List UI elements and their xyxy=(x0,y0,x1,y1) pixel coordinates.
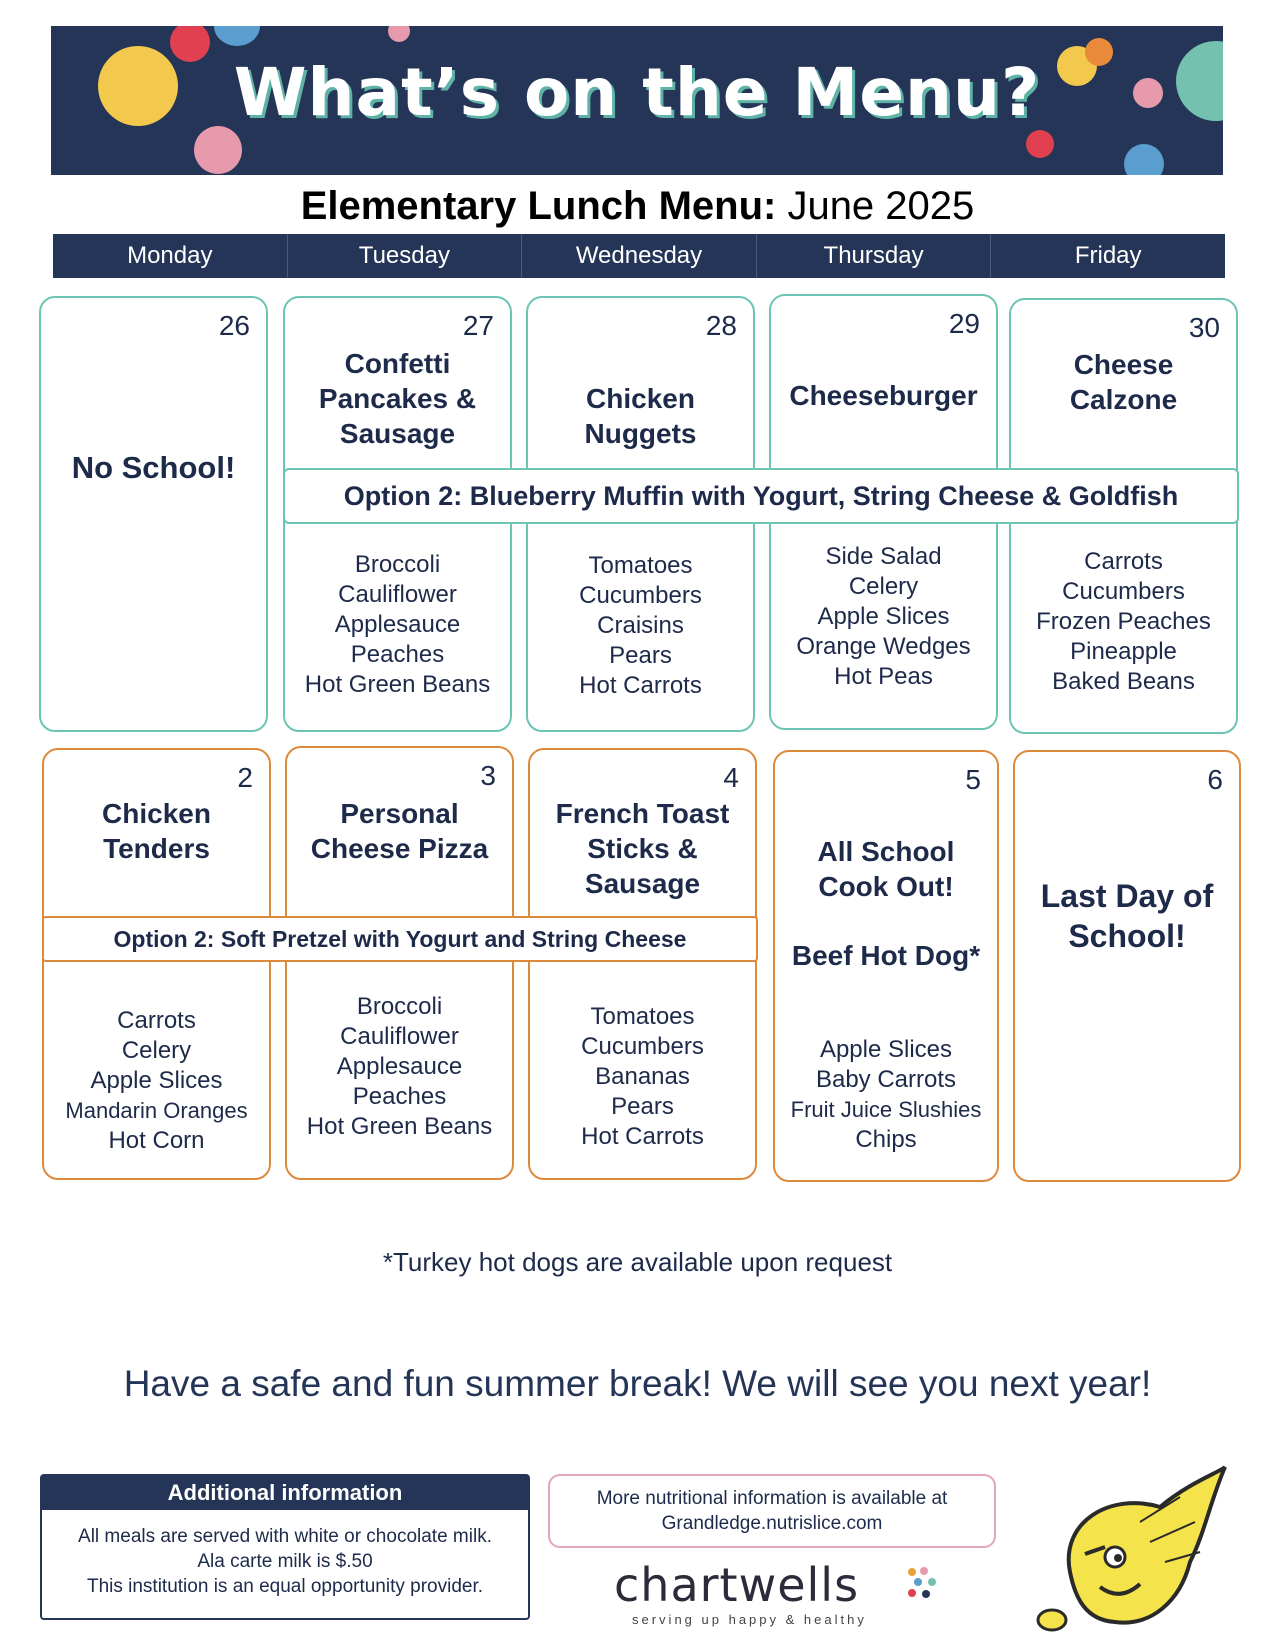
entree-line: Chicken xyxy=(102,798,211,829)
logo-wordmark: chartwells xyxy=(614,1558,860,1612)
day-tuesday: Tuesday xyxy=(288,234,523,278)
entree-line: Sausage xyxy=(584,868,701,899)
entree-line: School! xyxy=(1068,918,1186,954)
entree-line: Cheeseburger xyxy=(789,380,978,411)
side-item: Apple Slices xyxy=(819,1036,953,1063)
side-item: Carrots xyxy=(117,1007,196,1034)
option2-banner-week1: Option 2: Blueberry Muffin with Yogurt, String Cheese & Goldfish xyxy=(283,468,1239,524)
entree-line: Cheese Pizza xyxy=(310,833,489,864)
entree-line: Cook Out! xyxy=(818,871,954,902)
date-number: 26 xyxy=(218,310,250,341)
banner-title: What’s on the Menu? xyxy=(233,54,1041,131)
sides-list xyxy=(775,1035,997,1155)
mascot-comet-icon xyxy=(1030,1462,1230,1642)
day-cell-26 xyxy=(39,296,268,732)
day-cell-2 xyxy=(42,748,271,1180)
sides-list xyxy=(44,1006,269,1156)
date-number: 27 xyxy=(462,310,494,341)
entree xyxy=(1011,347,1236,417)
entree-line: Confetti xyxy=(344,348,451,379)
side-item: Apple Slices xyxy=(817,603,950,630)
day-wednesday: Wednesday xyxy=(522,234,757,278)
side-item: Baked Beans xyxy=(1052,668,1195,695)
decor-dot xyxy=(194,126,242,174)
side-item: Side Salad xyxy=(825,543,942,570)
day-cell-4 xyxy=(528,748,757,1180)
entree-line: Chicken xyxy=(586,383,695,414)
date-number: 28 xyxy=(705,310,737,341)
entree xyxy=(528,381,753,451)
hotdog-footnote: *Turkey hot dogs are available upon request xyxy=(382,1247,893,1277)
side-item: Apple Slices xyxy=(90,1067,223,1094)
logo-dots-icon xyxy=(904,1566,944,1606)
entree-line: Pancakes & xyxy=(318,383,477,414)
entree-line: Calzone xyxy=(1069,384,1178,415)
entree-line: Nuggets xyxy=(584,418,697,449)
date-number: 3 xyxy=(480,760,496,791)
side-item: Applesauce xyxy=(334,611,461,638)
date-number: 29 xyxy=(948,308,980,339)
entree xyxy=(530,796,755,901)
entree-line: Personal xyxy=(340,798,459,829)
page-title xyxy=(0,184,1275,229)
date-number: 4 xyxy=(723,762,739,793)
logo-tagline: serving up happy & healthy xyxy=(632,1612,867,1627)
side-item: Hot Corn xyxy=(108,1127,205,1154)
weekday-header xyxy=(53,234,1225,278)
side-item: Hot Carrots xyxy=(579,672,702,699)
side-item: Chips xyxy=(855,1126,917,1153)
date-number: 30 xyxy=(1188,312,1220,343)
info-line: This institution is an equal opportunity provider. xyxy=(86,1576,484,1597)
date-number: 6 xyxy=(1207,764,1223,795)
sides-list xyxy=(771,542,996,692)
entree-line: French Toast xyxy=(555,798,730,829)
decor-dot xyxy=(388,26,410,42)
side-item: Tomatoes xyxy=(590,1003,695,1030)
additional-info-header: Additional information xyxy=(42,1476,528,1510)
nutrition-line: More nutritional information is available at xyxy=(596,1488,948,1509)
entree-line: Sausage xyxy=(339,418,456,449)
sides-list xyxy=(287,992,512,1142)
sides-list xyxy=(1011,547,1236,697)
day-friday: Friday xyxy=(1074,242,1142,269)
side-item: Peaches xyxy=(352,1083,447,1110)
side-item: Pears xyxy=(611,1093,674,1120)
entree xyxy=(775,834,997,904)
nutrition-info-box xyxy=(548,1474,996,1548)
info-line: All meals are served with white or chocolate milk. xyxy=(78,1526,492,1547)
additional-info-body xyxy=(42,1510,528,1599)
side-item: Peaches xyxy=(350,641,445,668)
side-item: Cucumbers xyxy=(579,582,702,609)
side-item: Pineapple xyxy=(1070,638,1177,665)
side-item: Fruit Juice Slushies xyxy=(790,1097,982,1122)
side-item: Orange Wedges xyxy=(796,633,971,660)
side-item: Pears xyxy=(609,642,672,669)
side-item: Tomatoes xyxy=(588,552,693,579)
subtitle-date: June 2025 xyxy=(776,184,975,228)
side-item: Hot Peas xyxy=(834,663,933,690)
entree xyxy=(287,796,512,866)
side-item: Celery xyxy=(121,1037,192,1064)
date-number: 2 xyxy=(237,762,253,793)
entree xyxy=(1015,876,1239,956)
entree-line: Sticks & xyxy=(587,833,698,864)
farewell-message: Have a safe and fun summer break! We will see you next year! xyxy=(123,1363,1152,1404)
entree-secondary: Beef Hot Dog* xyxy=(791,940,981,971)
side-item: Cauliflower xyxy=(340,1023,459,1050)
side-item: Broccoli xyxy=(356,993,443,1020)
entree-line: Last Day of xyxy=(1040,878,1214,914)
side-item: Bananas xyxy=(595,1063,690,1090)
side-item: Carrots xyxy=(1084,548,1163,575)
entree-line: Cheese xyxy=(1073,349,1174,380)
additional-info-box xyxy=(40,1474,530,1620)
subtitle-bold: Elementary Lunch Menu: xyxy=(300,184,777,228)
entree xyxy=(285,346,510,451)
day-cell-6 xyxy=(1013,750,1241,1182)
entree xyxy=(44,796,269,866)
sides-list xyxy=(285,550,510,700)
side-item: Cauliflower xyxy=(338,581,457,608)
header-banner xyxy=(51,26,1223,175)
decor-dot xyxy=(214,26,260,46)
decor-dot xyxy=(1026,130,1054,158)
date-number: 5 xyxy=(965,764,981,795)
side-item: Hot Green Beans xyxy=(306,1113,493,1140)
day-monday: Monday xyxy=(53,234,288,278)
side-item: Mandarin Oranges xyxy=(65,1098,248,1123)
side-item: Frozen Peaches xyxy=(1036,608,1211,635)
side-item: Cucumbers xyxy=(581,1033,704,1060)
nutrition-link[interactable]: Grandledge.nutrislice.com xyxy=(661,1513,883,1534)
side-item: Hot Green Beans xyxy=(304,671,491,698)
day-thursday: Thursday xyxy=(757,234,992,278)
entree-line: All School xyxy=(817,836,955,867)
side-item: Celery xyxy=(848,573,919,600)
sides-list xyxy=(528,551,753,701)
day-cell-5 xyxy=(773,750,999,1182)
side-item: Cucumbers xyxy=(1062,578,1185,605)
chartwells-logo xyxy=(614,1558,954,1628)
sides-list xyxy=(530,1002,755,1152)
side-item: Craisins xyxy=(597,612,684,639)
side-item: Applesauce xyxy=(336,1053,463,1080)
decor-dot xyxy=(1124,144,1164,175)
entree-line: Tenders xyxy=(103,833,210,864)
side-item: Hot Carrots xyxy=(581,1123,704,1150)
entree xyxy=(771,378,996,413)
day-cell-3 xyxy=(285,746,514,1180)
side-item: Baby Carrots xyxy=(815,1066,957,1093)
info-line: Ala carte milk is $.50 xyxy=(197,1551,373,1572)
option2-banner-week2: Option 2: Soft Pretzel with Yogurt and String Cheese xyxy=(42,916,758,962)
side-item: Broccoli xyxy=(354,551,441,578)
entree: No School! xyxy=(71,450,236,485)
